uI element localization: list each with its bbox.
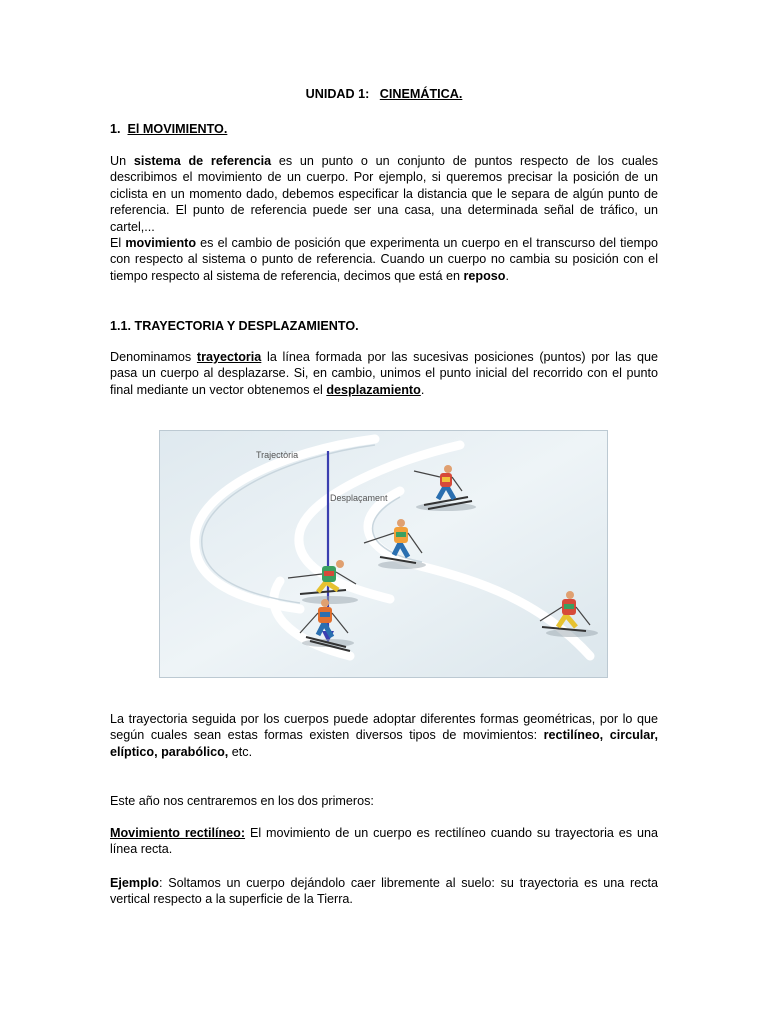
unit-label: UNIDAD 1: [305, 87, 370, 101]
paragraph-primeros: Este año nos centraremos en los dos primeros: [110, 794, 374, 808]
paragraph-trayectoria [110, 349, 658, 398]
section-heading-trayectoria: 1.1. TRAYECTORIA Y DESPLAZAMIENTO. [110, 319, 359, 333]
skiers-illustration [159, 430, 608, 678]
bold-term: reposo [463, 268, 506, 283]
text-run: es el cambio de posición que experimenta un cuerpo en el transcurso del tiempo con respecto al sistema o punto de referencia. Cuando un cuerpo no cambia su posición con el tiempo respecto al sistema de referencia, decimos que está en [110, 236, 658, 283]
text-run: . [420, 382, 425, 397]
paragraph-rectilineo [110, 825, 658, 858]
text-run: : Soltamos un cuerpo dejándolo caer libremente al suelo: su trayectoria es una recta vertical respecto a la superficie de la Tierra. [110, 876, 658, 907]
label-trajectory: Trajectòria [256, 450, 299, 460]
term-trayectoria: trayectoria [196, 350, 262, 364]
text-run: es un punto o un conjunto de puntos respecto de los cuales describimos el movimiento de un cuerpo. Por ejemplo, si queremos precisar la posición de un ciclista en un momento dado, debemos especificar la distancia que le separa de algún punto de referencia. El punto de referencia puede ser una casa, una determinada señal de tráfico, un cartel,... [110, 154, 658, 234]
term-desplazamiento: desplazamiento [326, 382, 421, 397]
text-run: Un [110, 154, 134, 168]
bold-term: sistema de referencia [133, 154, 272, 168]
paragraph-ejemplo [110, 875, 658, 908]
paragraph-sistema-referencia [110, 153, 658, 235]
text-run: El [110, 236, 126, 250]
text-run: La trayectoria seguida por los cuerpos puede adoptar diferentes formas geométricas, por lo que según cuales sean estas formas existen diversos tipos de movimientos: [110, 712, 658, 743]
text-run: . [505, 268, 510, 283]
text-run: El movimiento de un cuerpo es rectilíneo cuando su trayectoria es una línea recta. [110, 826, 658, 857]
label-displacement: Desplaçament [330, 493, 388, 503]
section-heading-movimiento [110, 121, 658, 137]
text-run: etc. [228, 744, 253, 759]
unit-topic: CINEMÁTICA. [379, 87, 463, 101]
paragraph-tipos-movimiento [110, 711, 658, 760]
section-number: 1. [110, 122, 121, 136]
bold-term: movimiento [125, 236, 197, 250]
term-ejemplo: Ejemplo [110, 876, 159, 890]
section-title: El MOVIMIENTO. [127, 122, 228, 136]
page-title [0, 87, 768, 101]
term-movimiento-rectilineo: Movimiento rectilíneo: [110, 826, 246, 840]
bold-term: rectilíneo, circular, elíptico, parabólico, [110, 728, 658, 759]
paragraph-movimiento [110, 235, 658, 284]
text-run: la línea formada por las sucesivas posiciones (puntos) por las que pasa un cuerpo al desplazarse. Si, en cambio, unimos el punto inicial del recorrido con el punto final mediante un vector obtenemos el [110, 350, 658, 397]
text-run: Denominamos [110, 350, 197, 364]
